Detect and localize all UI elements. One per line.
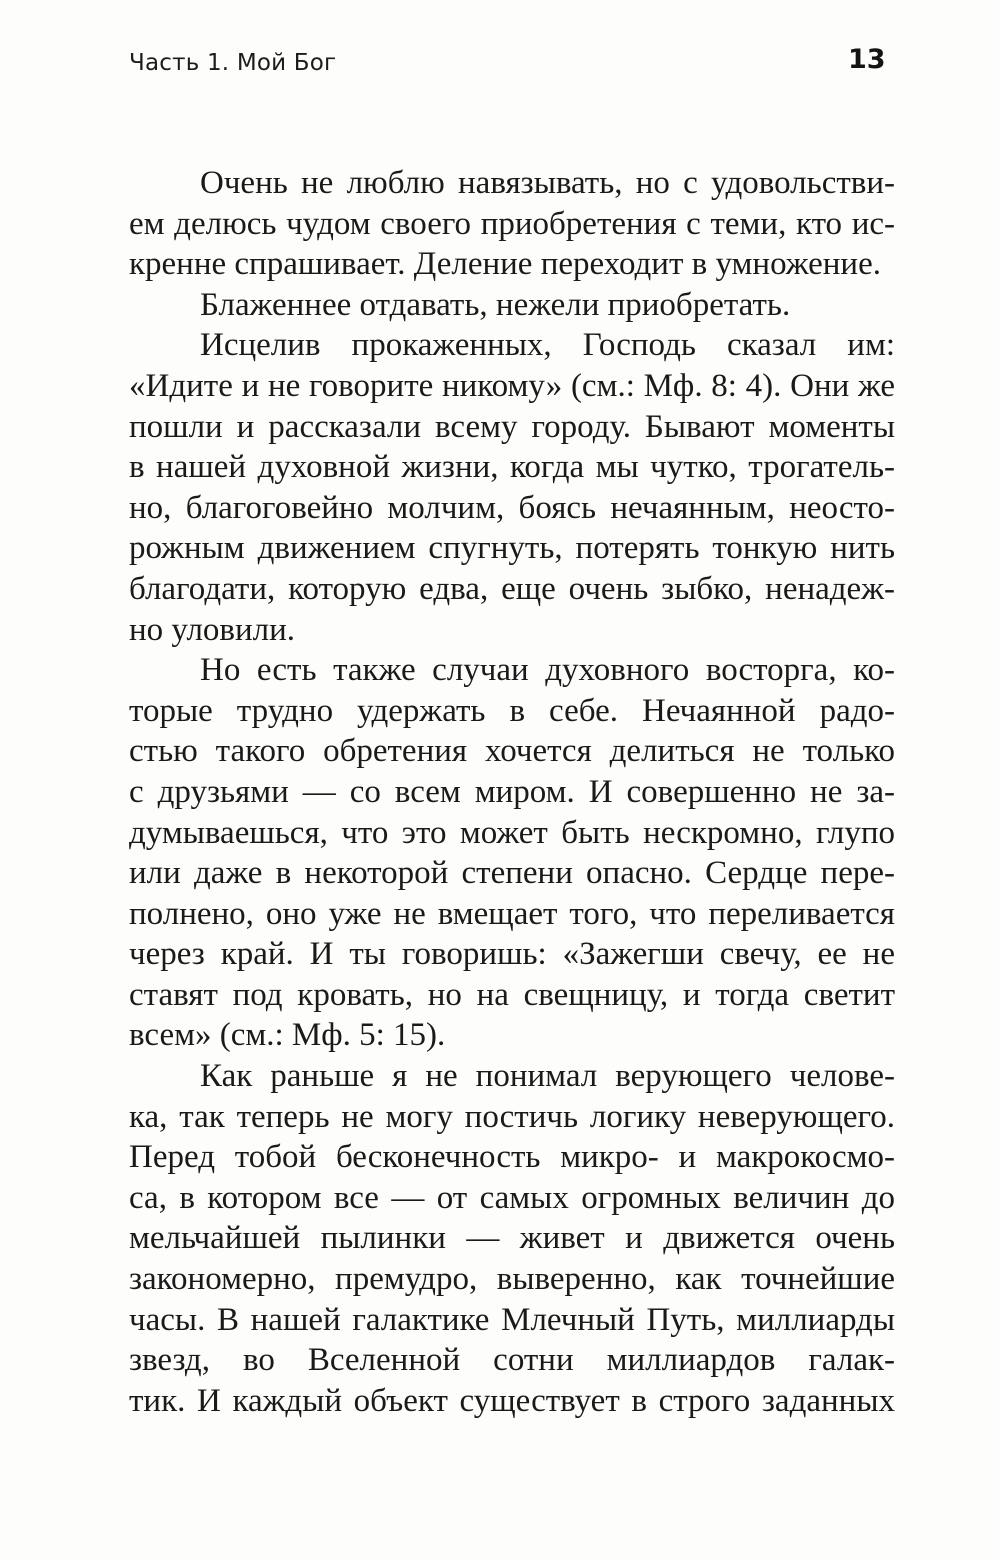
text-line: кренне спрашивает. Деление переходит в умножение. bbox=[129, 246, 881, 283]
text-line: закономерно, премудро, выверенно, как точнейшие bbox=[129, 1261, 895, 1298]
text-line: Блаженнее отдавать, нежели приобретать. bbox=[200, 286, 791, 323]
text-line: тик. И каждый объект существует в строго заданных bbox=[129, 1382, 895, 1419]
text-line: ка, так теперь не могу постичь логику неверующего. bbox=[129, 1098, 895, 1135]
text-line: Очень не люблю навязывать, но с удовольстви- bbox=[200, 165, 895, 201]
text-line: Исцелив прокаженных, Господь сказал им: bbox=[200, 327, 895, 364]
text-line: часы. В нашей галактике Млечный Путь, миллиарды bbox=[129, 1301, 895, 1338]
text-line: звезд, во Вселенной сотни миллиардов галак- bbox=[129, 1342, 895, 1379]
text-line: ставят под кровать, но на свещницу, и тогда светит bbox=[129, 976, 895, 1013]
text-line: пошли и рассказали всему городу. Бывают моменты bbox=[129, 408, 895, 445]
text-line: в нашей духовной жизни, когда мы чутко, трогатель- bbox=[129, 449, 895, 486]
text-line: мельчайшей пылинки — живет и движется очень bbox=[129, 1220, 895, 1257]
text-line: через край. И ты говоришь: «Зажегши свечу, ее не bbox=[129, 936, 895, 973]
text-line: Как раньше я не понимал верующего челове- bbox=[200, 1058, 895, 1095]
page-number: 13 bbox=[848, 44, 886, 75]
text-line: «Идите и не говорите никому» (см.: Мф. 8: 4). Они же bbox=[129, 367, 895, 404]
text-line: ем делюсь чудом своего приобретения с теми, кто ис- bbox=[129, 205, 895, 242]
text-line: с друзьями — со всем миром. И совершенно не за- bbox=[129, 773, 895, 810]
running-title: Часть 1. Мой Бог bbox=[129, 50, 337, 76]
text-line: торые трудно удержать в себе. Нечаянной радо- bbox=[129, 692, 895, 729]
text-line: стью такого обретения хочется делиться не только bbox=[129, 733, 895, 770]
text-line: всем» (см.: Мф. 5: 15). bbox=[129, 1017, 446, 1054]
text-line: Перед тобой бесконечность микро- и макрокосмо- bbox=[129, 1139, 895, 1176]
text-line: благодати, которую едва, еще очень зыбко, ненадеж- bbox=[129, 570, 895, 607]
text-line: думываешься, что это может быть нескромно, глупо bbox=[129, 814, 895, 851]
text-line: Но есть также случаи духовного восторга, ко- bbox=[200, 652, 895, 689]
text-line: рожным движением спугнуть, потерять тонкую нить bbox=[129, 530, 895, 567]
text-line: или даже в некоторой степени опасно. Сердце пере- bbox=[129, 855, 895, 892]
text-line: но уловили. bbox=[129, 611, 296, 648]
text-line: полнено, оно уже не вмещает того, что переливается bbox=[129, 895, 895, 932]
text-line: но, благоговейно молчим, боясь нечаянным, неосто- bbox=[129, 489, 895, 526]
text-line: са, в котором все — от самых огромных величин до bbox=[129, 1179, 895, 1216]
body-text bbox=[129, 163, 895, 1421]
